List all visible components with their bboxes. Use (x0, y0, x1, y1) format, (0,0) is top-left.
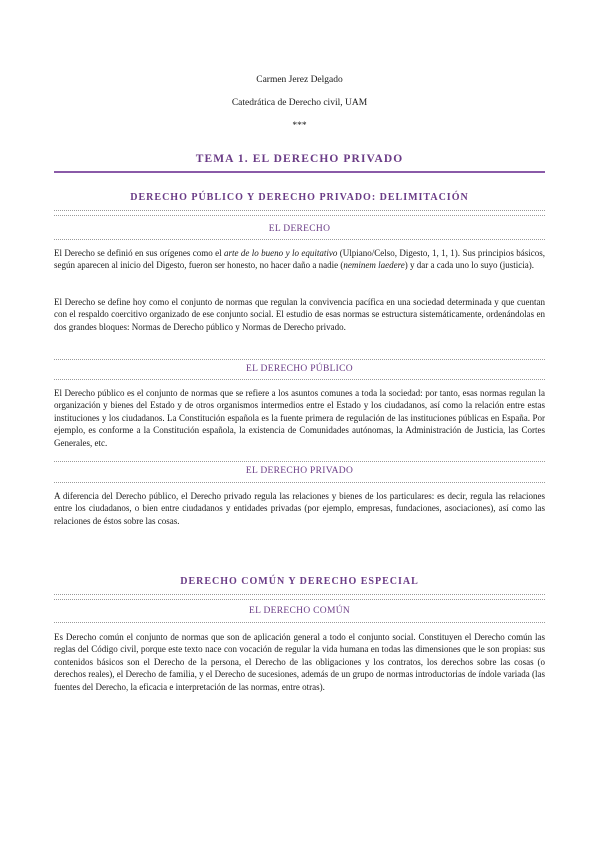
author-name: Carmen Jerez Delgado (256, 75, 343, 85)
paragraph-derecho-origen: El Derecho se definió en sus orígenes como el arte de lo bueno y lo equitativo (Ulpiano/Celso, Digesto, 1, 1, 1). Sus principios básicos, según aparecen al inicio del Digesto, fueron ser honesto, no hacer daño a nadie (neminem laedere) y dar a cada uno lo suyo (justicia). (54, 248, 545, 271)
subsection-el-derecho-rule (54, 239, 545, 240)
author-position: Catedrática de Derecho civil, UAM (231, 98, 368, 108)
tema-title: TEMA 1. EL DERECHO PRIVADO (195, 153, 404, 165)
section2-rule-bottom (54, 599, 545, 600)
section1-rule-bottom (54, 215, 545, 216)
tema-title-rule (54, 171, 545, 173)
italic-neminem: neminem laedere (343, 260, 405, 271)
paragraph-derecho-hoy: El Derecho se define hoy como el conjunto de normas que regulan la convivencia pacífica en una sociedad determinada y que cuentan con el respaldo coercitivo organizado de ese conjunto social. El estudio de esas normas se estructura sistemáticamente, ordenándolas en dos grandes bloques: Normas de Derecho público y Normas de Derecho privado. (54, 297, 545, 332)
italic-arte: arte de lo bueno y lo equitativo (224, 248, 338, 258)
subsection-publico-title: EL DERECHO PÚBLICO (246, 364, 353, 374)
subsection-el-derecho-title: EL DERECHO (268, 224, 331, 234)
paragraph-derecho-privado: A diferencia del Derecho público, el Derecho privado regula las relaciones y bienes de los particulares: es decir, regula las relaciones entre los ciudadanos, o bien entre ciudadanos y entidades privadas (por ejemplo, empresas, fundaciones, asociaciones), así como las relaciones de éstos sobre las cosas. (54, 491, 545, 526)
section2-rule-top (54, 594, 545, 595)
paragraph-derecho-comun: Es Derecho común el conjunto de normas que son de aplicación general a todo el conjunto social. Constituyen el Derecho común las reglas del Código civil, porque este texto nace con vocación de regular la vida humana en todas las dimensiones que le son propias: sus contenidos básicos son el Derecho de la persona, el Derecho de las obligaciones y los contratos, los derechos sobre las cosas (o derechos reales), el Derecho de familia, y el Derecho de sucesiones, además de un grupo de normas introductorias de índole variada (las fuentes del Derecho, la eficacia e interpretación de las normas, entre otras). (54, 632, 545, 692)
subsection-publico-rule-top (54, 359, 545, 360)
section1-rule-top (54, 210, 545, 211)
section2-title: DERECHO COMÚN Y DERECHO ESPECIAL (180, 576, 419, 587)
subsection-privado-rule (54, 482, 545, 483)
subsection-comun-title: EL DERECHO COMÚN (248, 606, 351, 616)
header-separator: *** (292, 121, 307, 131)
subsection-privado-title: EL DERECHO PRIVADO (245, 466, 354, 476)
section1-title: DERECHO PÚBLICO Y DERECHO PRIVADO: DELIMITACIÓN (130, 192, 469, 203)
paragraph-derecho-publico: El Derecho público es el conjunto de normas que se refiere a los asuntos comunes a toda la sociedad: por tanto, esas normas regulan la organización y bienes del Estado y de otros organismos intermedios entre el Estado y los ciudadanos, así como la relación entre estas instituciones y los ciudadanos. La Constitución española es la fuente primera de regulación de las instituciones públicas en España. Por ejemplo, es conforme a la Constitución española, la existencia de Comunidades autónomas, la Administración de Justicia, las Cortes Generales, etc. (54, 388, 545, 448)
subsection-publico-rule (54, 379, 545, 380)
subsection-privado-rule-top (54, 461, 545, 462)
subsection-comun-rule (54, 622, 545, 623)
